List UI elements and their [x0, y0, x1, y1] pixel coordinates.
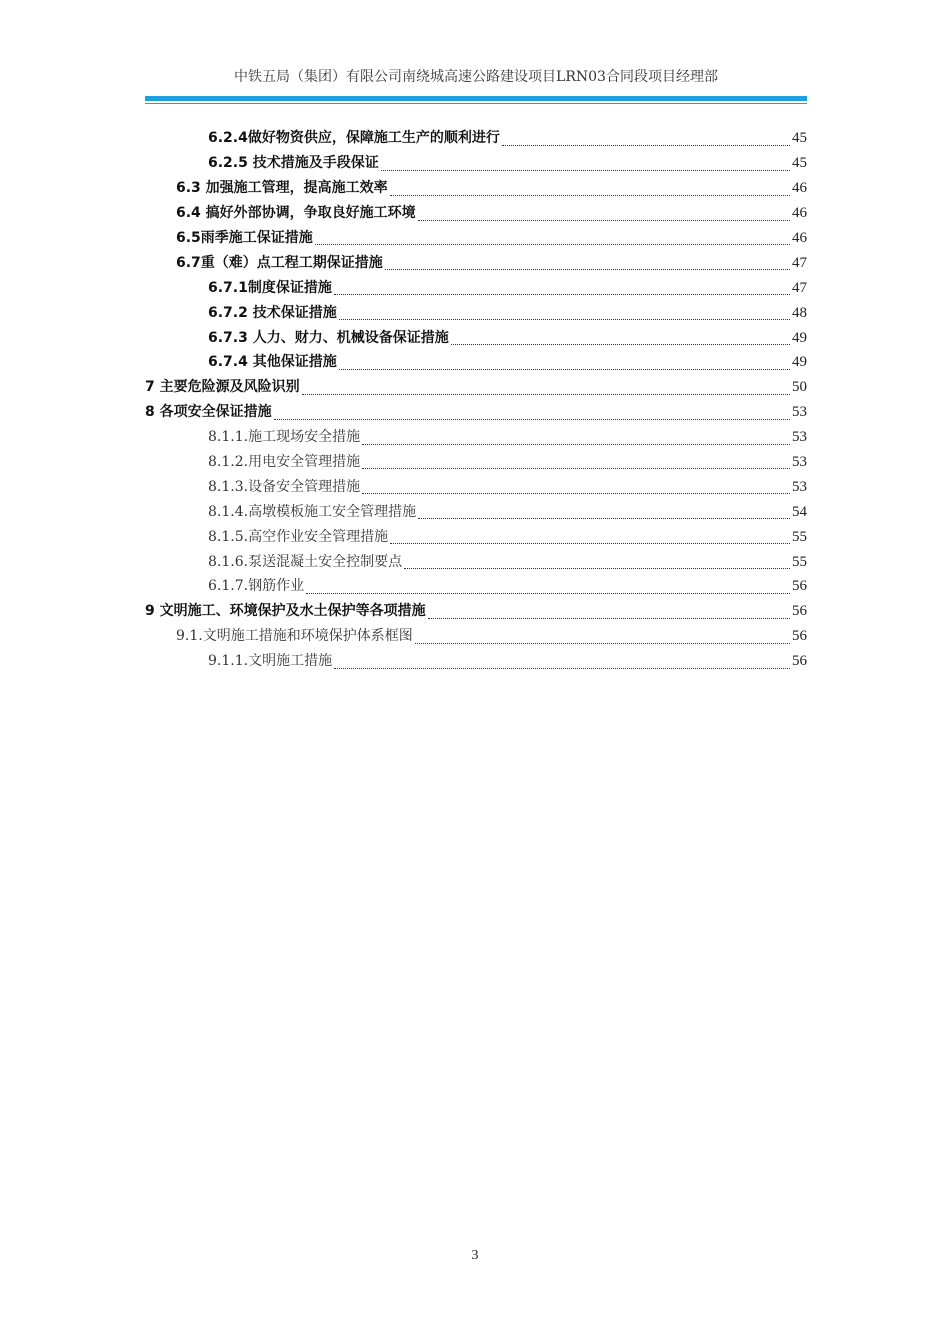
toc-entry-page: 46 [792, 230, 807, 246]
toc-dot-leader [381, 158, 790, 171]
toc-entry-page: 56 [792, 653, 807, 670]
toc-entry[interactable] [145, 624, 807, 649]
toc-entry[interactable] [145, 425, 807, 450]
toc-entry[interactable] [145, 325, 807, 350]
toc-entry-title: 6.7.4 其他保证措施 [208, 354, 337, 371]
toc-entry-title: 9.1.1.文明施工措施 [208, 653, 333, 670]
page-header: 中铁五局（集团）有限公司南绕城高速公路建设项目LRN03合同段项目经理部 [234, 69, 718, 85]
toc-entry[interactable] [145, 151, 807, 176]
toc-entry-title: 6.3 加强施工管理，提高施工效率 [176, 180, 388, 197]
toc-entry-page: 49 [792, 354, 807, 371]
toc-entry-page: 55 [792, 553, 807, 570]
toc-entry-page: 45 [792, 130, 807, 147]
toc-entry-page: 56 [792, 628, 807, 645]
toc-entry[interactable] [145, 499, 807, 524]
toc-entry[interactable] [145, 275, 807, 300]
toc-dot-leader [415, 631, 790, 644]
toc-entry[interactable] [145, 375, 807, 400]
toc-dot-leader [428, 606, 790, 619]
toc-entry[interactable] [145, 549, 807, 574]
toc-entry-title: 6.2.4做好物资供应，保障施工生产的顺利进行 [208, 130, 500, 147]
toc-entry[interactable] [145, 649, 807, 674]
toc-entry[interactable] [145, 574, 807, 599]
toc-dot-leader [362, 481, 790, 494]
toc-dot-leader [339, 307, 790, 320]
toc-entry[interactable] [145, 226, 807, 251]
toc-entry-title: 6.4 搞好外部协调，争取良好施工环境 [176, 205, 416, 222]
toc-entry-page: 54 [792, 503, 807, 520]
toc-entry-title: 9 文明施工、环境保护及水土保护等各项措施 [145, 603, 426, 620]
toc-entry-title: 8.1.5.高空作业安全管理措施 [208, 528, 389, 545]
toc-entry[interactable] [145, 599, 807, 624]
toc-entry-page: 53 [792, 429, 807, 446]
page-number: 3 [471, 1248, 479, 1263]
toc-entry-page: 46 [792, 180, 807, 197]
toc-entry-title: 6.1.7.钢筋作业 [208, 578, 305, 595]
toc-entry-title: 8.1.1.施工现场安全措施 [208, 429, 361, 446]
toc-entry-title: 6.5雨季施工保证措施 [176, 230, 313, 246]
toc-entry-title: 7 主要危险源及风险识别 [145, 379, 300, 396]
toc-entry-page: 53 [792, 454, 807, 471]
toc-dot-leader [390, 183, 790, 196]
toc-dot-leader [502, 133, 790, 146]
toc-entry-title: 8.1.2.用电安全管理措施 [208, 454, 361, 471]
toc-entry-title: 8.1.3.设备安全管理措施 [208, 478, 361, 495]
toc-entry-page: 47 [792, 254, 807, 271]
toc-dot-leader [404, 556, 790, 569]
toc-dot-leader [334, 656, 790, 669]
toc-entry[interactable] [145, 201, 807, 226]
toc-entry[interactable] [145, 176, 807, 201]
toc-entry-page: 53 [792, 478, 807, 495]
toc-dot-leader [306, 581, 790, 594]
toc-dot-leader [362, 432, 790, 445]
toc-entry-title: 6.7重（难）点工程工期保证措施 [176, 254, 383, 271]
toc-entry-title: 6.7.2 技术保证措施 [208, 304, 337, 321]
toc-entry-page: 47 [792, 279, 807, 296]
toc-entry[interactable] [145, 400, 807, 425]
toc-entry-title: 6.2.5 技术措施及手段保证 [208, 155, 379, 172]
toc-dot-leader [362, 456, 790, 469]
toc-dot-leader [334, 282, 790, 295]
toc-dot-leader [339, 357, 790, 370]
toc-entry[interactable] [145, 474, 807, 499]
toc-entry-page: 53 [792, 404, 807, 421]
toc-entry[interactable] [145, 126, 807, 151]
toc-entry-page: 56 [792, 603, 807, 620]
table-of-contents [145, 126, 807, 674]
header-rule-thick [145, 96, 807, 101]
toc-entry[interactable] [145, 250, 807, 275]
toc-entry-page: 49 [792, 329, 807, 346]
toc-entry[interactable] [145, 524, 807, 549]
toc-entry-page: 45 [792, 155, 807, 172]
toc-entry[interactable] [145, 300, 807, 325]
toc-entry[interactable] [145, 350, 807, 375]
toc-entry-title: 8 各项安全保证措施 [145, 404, 272, 421]
toc-entry-page: 48 [792, 304, 807, 321]
toc-dot-leader [315, 232, 790, 245]
toc-dot-leader [451, 332, 790, 345]
toc-dot-leader [302, 382, 790, 395]
toc-dot-leader [418, 506, 790, 519]
toc-entry-title: 6.7.3 人力、财力、机械设备保证措施 [208, 329, 449, 346]
toc-entry[interactable] [145, 450, 807, 475]
toc-dot-leader [390, 531, 790, 544]
toc-entry-title: 8.1.6.泵送混凝土安全控制要点 [208, 553, 403, 570]
toc-dot-leader [418, 208, 790, 221]
toc-dot-leader [274, 407, 790, 420]
toc-entry-page: 50 [792, 379, 807, 396]
toc-entry-page: 46 [792, 205, 807, 222]
toc-entry-page: 55 [792, 528, 807, 545]
toc-entry-title: 8.1.4.高墩模板施工安全管理措施 [208, 503, 417, 520]
toc-entry-title: 6.7.1制度保证措施 [208, 279, 332, 296]
toc-entry-page: 56 [792, 578, 807, 595]
toc-entry-title: 9.1.文明施工措施和环境保护体系框图 [176, 628, 413, 645]
toc-dot-leader [385, 257, 790, 270]
header-rule-thin [145, 103, 807, 104]
